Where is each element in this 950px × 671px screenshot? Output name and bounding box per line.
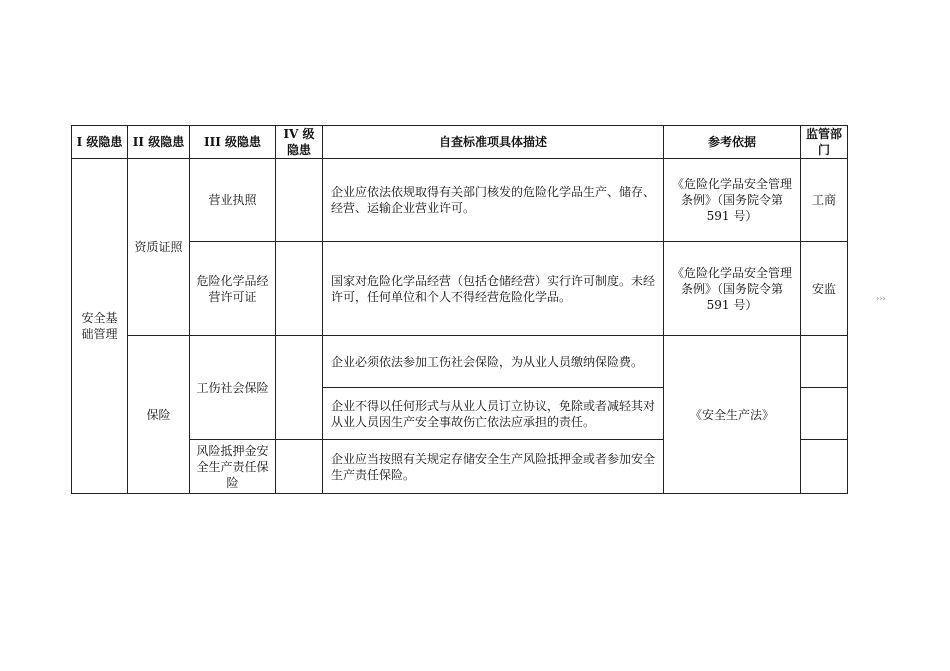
header-level4: IV 级隐患 xyxy=(276,126,323,159)
cell-level4 xyxy=(276,440,323,494)
cell-level1: 安全基础管理 xyxy=(72,159,128,494)
table-row xyxy=(72,336,848,388)
cell-description: 国家对危险化学品经营（包括仓储经营）实行许可制度。未经许可，任何单位和个人不得经营危险化学品。 xyxy=(323,242,664,336)
table-header-row xyxy=(72,126,848,159)
cell-description: 企业必须依法参加工伤社会保险，为从业人员缴纳保险费。 xyxy=(323,336,664,388)
cell-description: 企业不得以任何形式与从业人员订立协议，免除或者减轻其对从业人员因生产安全事故伤亡依法应承担的责任。 xyxy=(323,388,664,440)
cell-department xyxy=(801,336,848,388)
cell-reference: 《安全生产法》 xyxy=(664,336,801,494)
cell-department xyxy=(801,440,848,494)
header-level3: III 级隐患 xyxy=(190,126,276,159)
cell-level3: 营业执照 xyxy=(190,159,276,242)
cell-department: 安监 xyxy=(801,242,848,336)
header-description: 自查标准项具体描述 xyxy=(323,126,664,159)
cell-level4 xyxy=(276,242,323,336)
hazard-checklist-table xyxy=(71,125,848,494)
cell-department: 工商 xyxy=(801,159,848,242)
table-row xyxy=(72,159,848,242)
cell-level2: 资质证照 xyxy=(128,159,190,336)
cell-level4 xyxy=(276,336,323,440)
header-reference: 参考依据 xyxy=(664,126,801,159)
cell-description: 企业应当按照有关规定存储安全生产风险抵押金或者参加安全生产责任保险。 xyxy=(323,440,664,494)
header-level2: II 级隐患 xyxy=(128,126,190,159)
cell-reference: 《危险化学品安全管理条例》（国务院令第 591 号） xyxy=(664,242,801,336)
margin-mark: ››› xyxy=(876,294,886,303)
cell-level2: 保险 xyxy=(128,336,190,494)
header-department: 监管部门 xyxy=(801,126,848,159)
hazard-checklist-table-container xyxy=(71,125,847,494)
cell-level3: 危险化学品经营许可证 xyxy=(190,242,276,336)
cell-department xyxy=(801,388,848,440)
cell-reference: 《危险化学品安全管理条例》（国务院令第 591 号） xyxy=(664,159,801,242)
header-level1: I 级隐患 xyxy=(72,126,128,159)
cell-level3: 工伤社会保险 xyxy=(190,336,276,440)
cell-description: 企业应依法依规取得有关部门核发的危险化学品生产、储存、经营、运输企业营业许可。 xyxy=(323,159,664,242)
cell-level3: 风险抵押金安全生产责任保险 xyxy=(190,440,276,494)
cell-level4 xyxy=(276,159,323,242)
